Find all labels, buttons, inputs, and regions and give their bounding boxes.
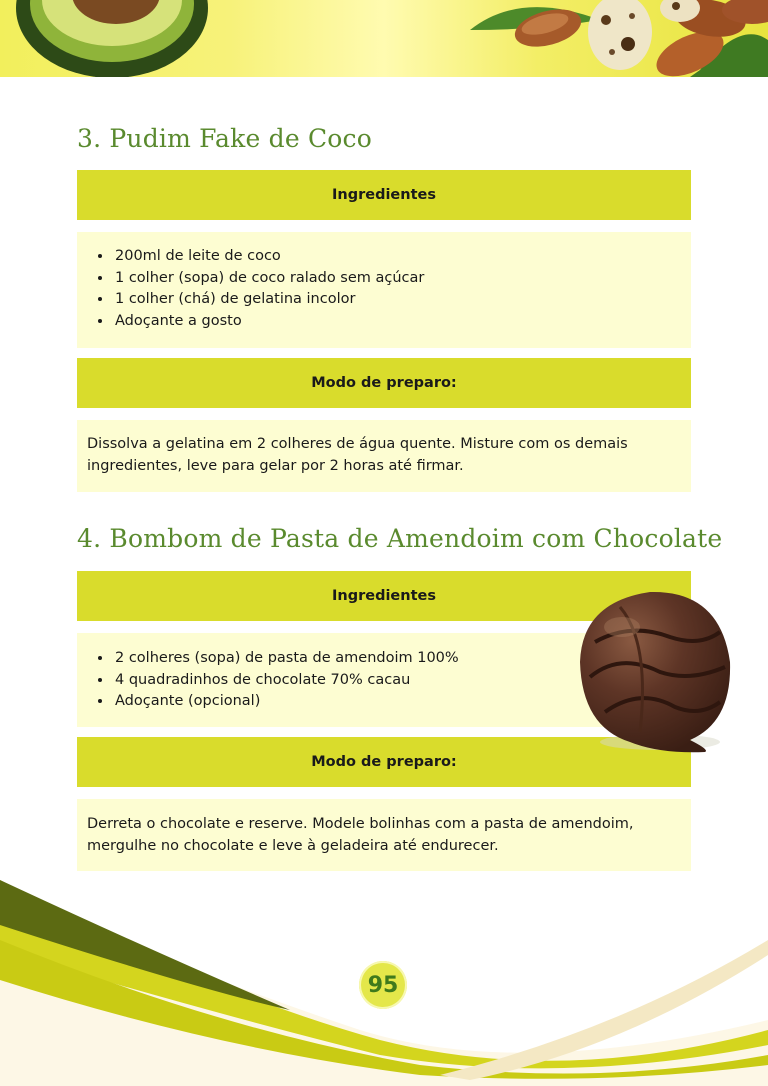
recipe-title: 4. Bombom de Pasta de Amendoim com Chocolate [77, 524, 723, 553]
method-text [77, 814, 691, 857]
header-banner [0, 0, 768, 77]
ingredient-item: • 2 colheres (sopa) de pasta de amendoim 100% [113, 648, 691, 670]
method-heading: Modo de preparo: [311, 754, 457, 770]
ingredient-item: • 200ml de leite de coco [113, 246, 691, 268]
method-line: Dissolva a gelatina em 2 colheres de água quente. Misture com os demais [87, 436, 628, 452]
method-heading-bar [77, 358, 691, 408]
recipe-title: 3. Pudim Fake de Coco [77, 124, 372, 153]
header-food-illustration [0, 0, 768, 77]
method-line: Derreta o chocolate e reserve. Modele bolinhas com a pasta de amendoim, [87, 816, 634, 832]
method-heading: Modo de preparo: [311, 375, 457, 391]
method-line: mergulhe no chocolate e leve à geladeira até endurecer. [87, 837, 499, 854]
ingredient-item: • 4 quadradinhos de chocolate 70% cacau [113, 670, 691, 692]
page-number: 95 [359, 961, 407, 1009]
method-box [77, 420, 691, 492]
ingredients-box [77, 232, 691, 348]
avocado-image [16, 0, 208, 77]
ingredient-item: • 1 colher (chá) de gelatina incolor [113, 289, 691, 311]
chocolate-bonbon-image [560, 582, 738, 760]
ingredients-list [77, 246, 691, 332]
method-line: ingredientes, leve para gelar por 2 horas até firmar. [87, 457, 464, 474]
ingredients-heading-bar [77, 170, 691, 220]
ingredients-heading: Ingredientes [332, 187, 436, 203]
ingredients-heading: Ingredientes [332, 588, 436, 604]
method-box [77, 799, 691, 871]
ingredient-item: • 1 colher (sopa) de coco ralado sem açúcar [113, 268, 691, 290]
ingredient-item: • Adoçante a gosto [113, 311, 691, 333]
method-text [77, 434, 691, 477]
ingredient-item: • Adoçante (opcional) [113, 691, 691, 713]
